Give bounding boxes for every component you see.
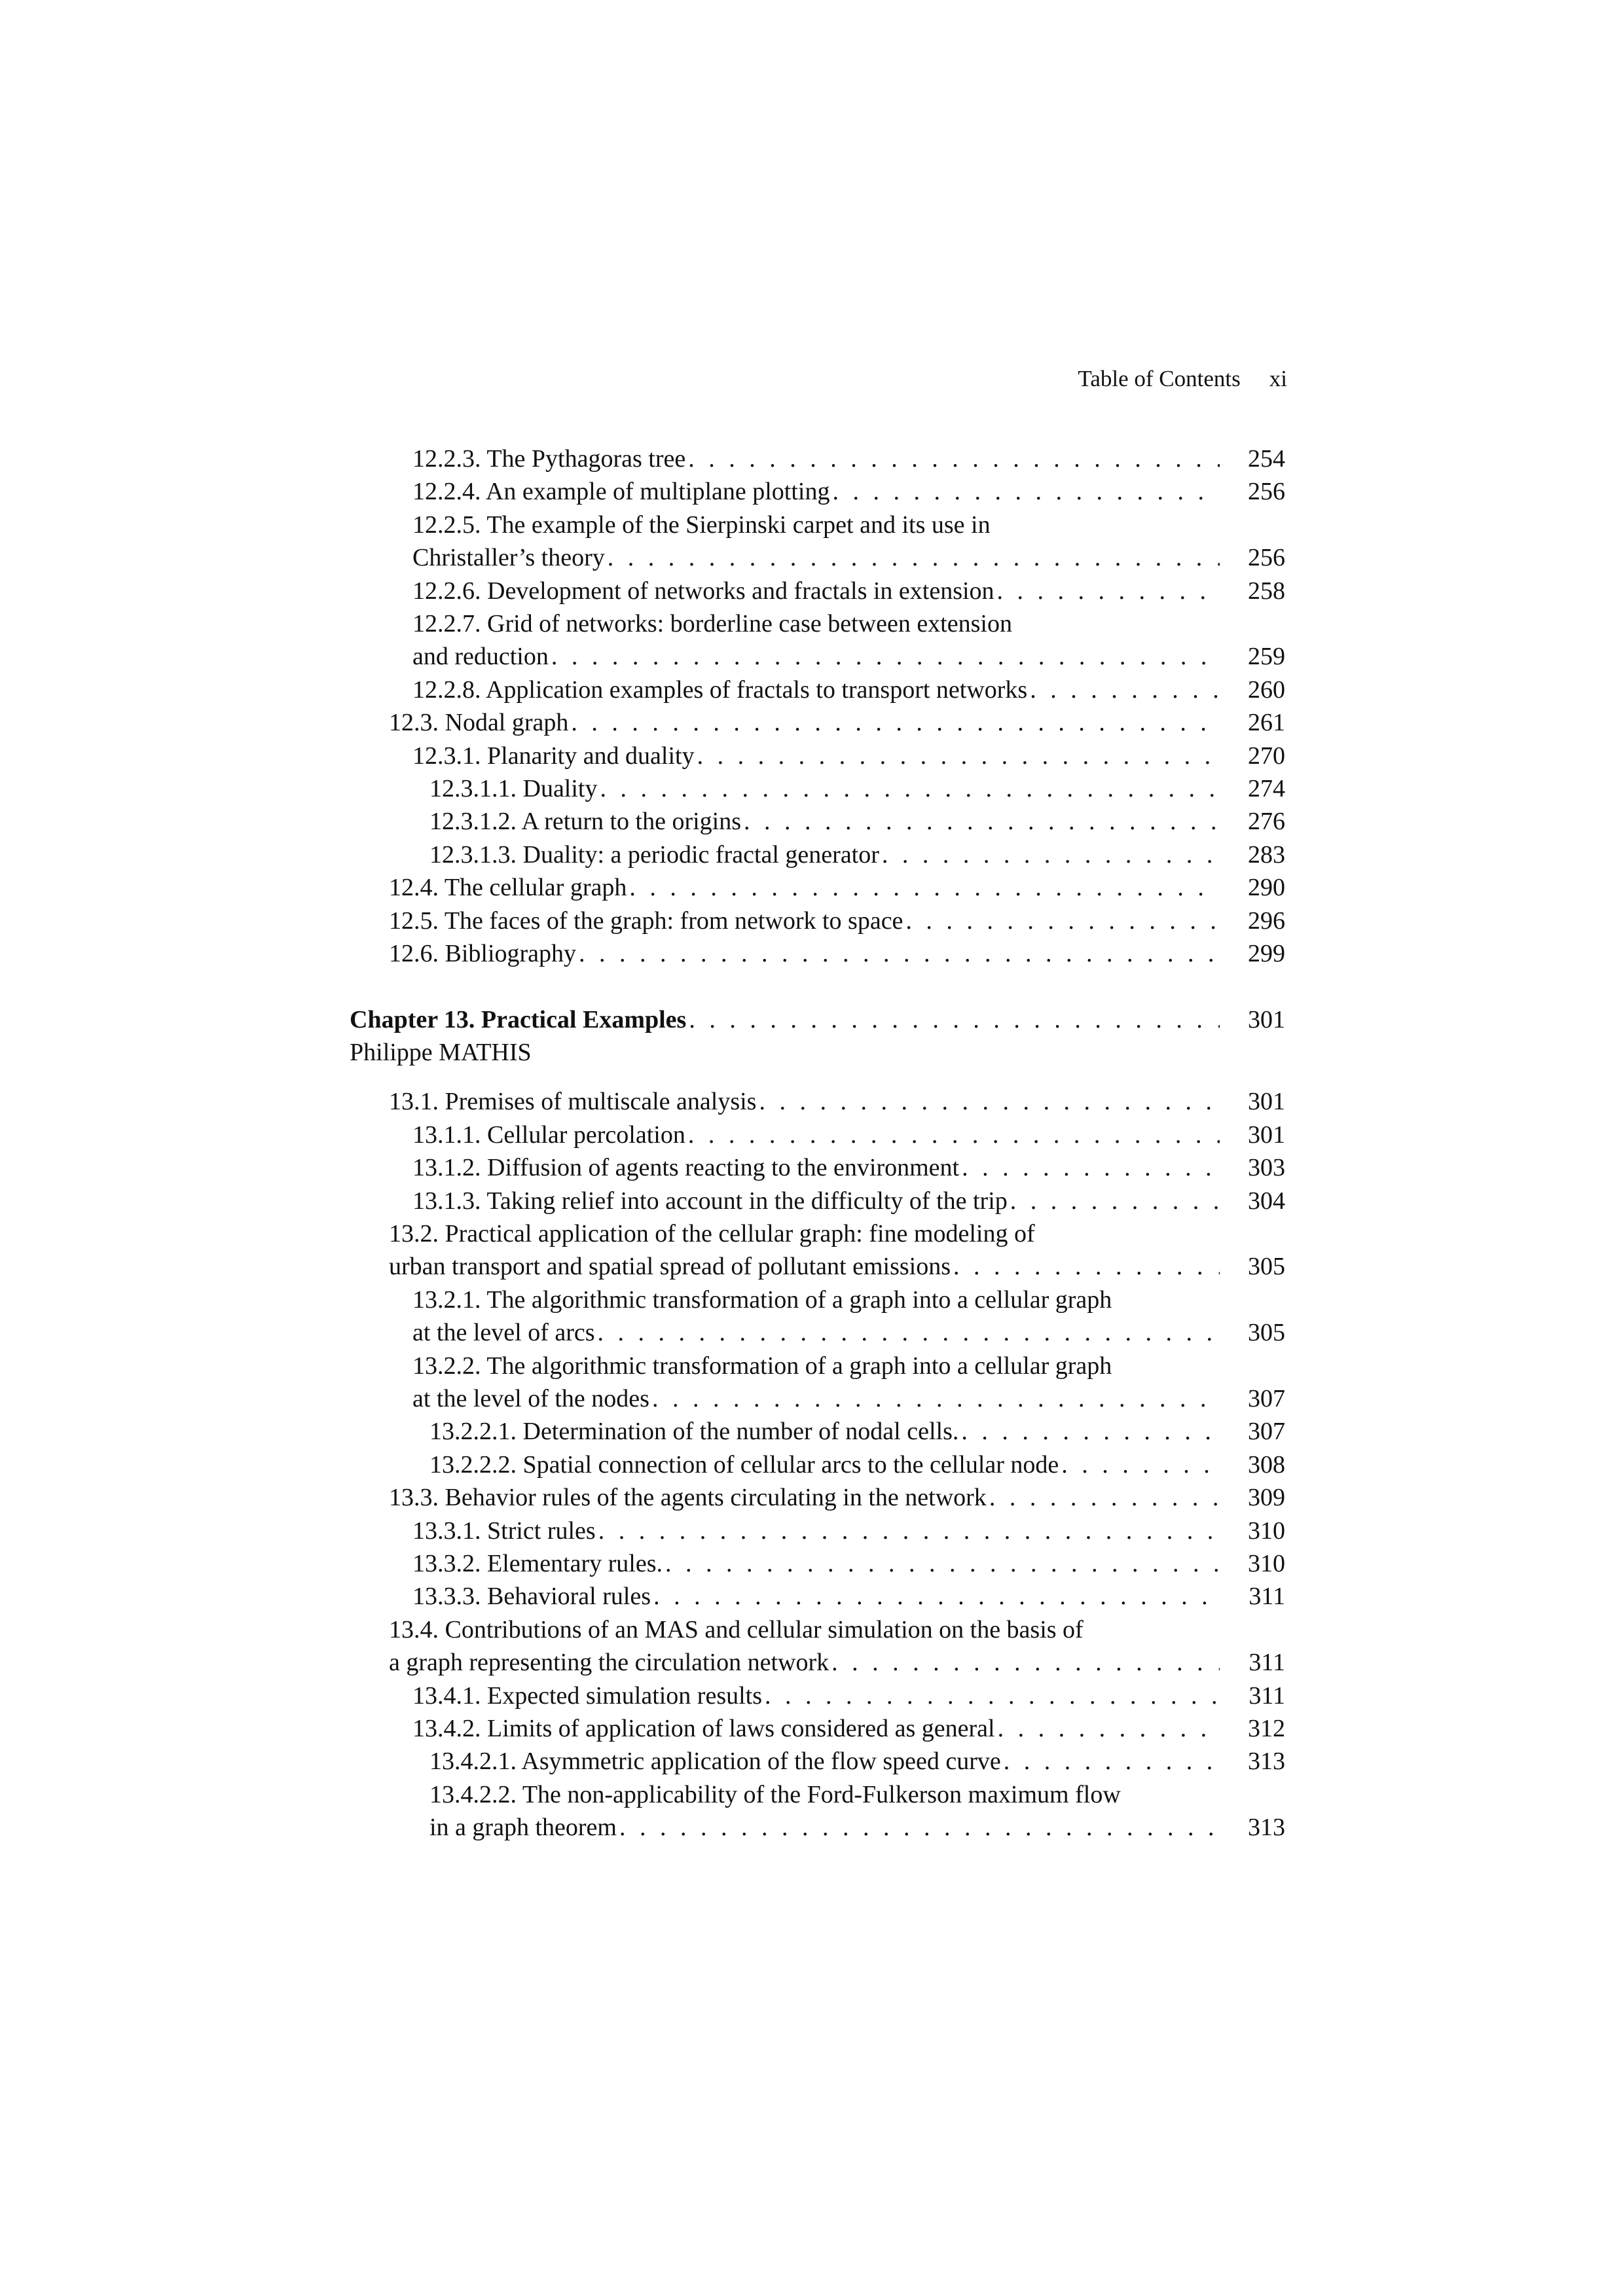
toc-entry-line bbox=[412, 1547, 1285, 1580]
dot-leader bbox=[989, 1481, 1220, 1514]
toc-entry-line bbox=[429, 1811, 1285, 1844]
toc-entry-line bbox=[429, 838, 1285, 871]
toc-entry[interactable] bbox=[350, 1185, 1285, 1217]
toc-entry-page-number: 309 bbox=[1248, 1484, 1285, 1512]
toc-entry-line bbox=[412, 442, 1285, 475]
dot-leader bbox=[1004, 1745, 1220, 1778]
dot-leader bbox=[998, 1712, 1220, 1745]
toc-entry-title: 13.4.1. Expected simulation results bbox=[412, 1681, 763, 1710]
toc-entry-line bbox=[389, 905, 1285, 937]
toc-entry-title-line: 13.4. Contributions of an MAS and cellular simulation on the basis of bbox=[389, 1615, 1084, 1643]
toc-entry[interactable] bbox=[350, 1515, 1285, 1547]
toc-entry-title: 12.2.8. Application examples of fractals to transport networks bbox=[412, 675, 1028, 704]
toc-entry-line bbox=[412, 1382, 1285, 1415]
toc-entry-page-number: 304 bbox=[1248, 1187, 1285, 1215]
toc-entry-page-number: 305 bbox=[1248, 1319, 1285, 1347]
running-head bbox=[1078, 362, 1287, 396]
toc-entry-title: 13.3. Behavior rules of the agents circulating in the network bbox=[389, 1484, 987, 1512]
toc-entry-title: 13.1.3. Taking relief into account in the difficulty of the trip bbox=[412, 1187, 1008, 1215]
toc-entry-title: 13.1. Premises of multiscale analysis bbox=[389, 1088, 757, 1116]
dot-leader bbox=[665, 1547, 1220, 1580]
dot-leader bbox=[688, 442, 1220, 475]
toc-entry[interactable] bbox=[350, 509, 1285, 575]
toc-entry[interactable] bbox=[350, 1448, 1285, 1481]
toc-entry[interactable] bbox=[350, 1745, 1285, 1778]
toc-entry-line bbox=[429, 1448, 1285, 1481]
toc-entry-page-number: 311 bbox=[1249, 1649, 1285, 1677]
toc-entry-line bbox=[389, 871, 1285, 904]
dot-leader bbox=[961, 1415, 1220, 1448]
dot-leader bbox=[697, 740, 1220, 772]
toc-entry-title-line: 12.2.5. The example of the Sierpinski carpet and its use in bbox=[412, 511, 991, 539]
toc-entry[interactable] bbox=[350, 838, 1285, 871]
dot-leader bbox=[571, 706, 1220, 739]
toc-entry-line bbox=[412, 640, 1285, 673]
toc-entry[interactable] bbox=[350, 1085, 1285, 1118]
toc-entry-title: 13.3.3. Behavioral rules bbox=[412, 1583, 651, 1611]
chapter-author: Philippe MATHIS bbox=[350, 1038, 532, 1066]
toc-entry-line bbox=[412, 740, 1285, 772]
toc-entry[interactable] bbox=[350, 1217, 1285, 1283]
toc-entry-page-number: 256 bbox=[1248, 544, 1285, 572]
dot-leader bbox=[1010, 1185, 1220, 1217]
dot-leader bbox=[832, 475, 1220, 508]
toc-section-chapter-13 bbox=[350, 1085, 1285, 1844]
dot-leader bbox=[551, 640, 1220, 673]
running-head-title: Table of Contents bbox=[1078, 366, 1241, 391]
table-of-contents bbox=[350, 442, 1285, 1844]
toc-entry-page-number: 258 bbox=[1248, 577, 1285, 605]
toc-entry-line bbox=[412, 1119, 1285, 1151]
toc-entry[interactable] bbox=[350, 1778, 1285, 1844]
toc-entry-line bbox=[412, 475, 1285, 508]
toc-entry-line bbox=[389, 1085, 1285, 1118]
dot-leader bbox=[1030, 673, 1220, 706]
toc-entry[interactable] bbox=[350, 905, 1285, 937]
toc-entry-page-number: 307 bbox=[1248, 1418, 1285, 1446]
toc-entry-title: in a graph theorem bbox=[429, 1814, 617, 1842]
toc-section-chapter-12 bbox=[350, 442, 1285, 971]
toc-entry-page-number: 311 bbox=[1249, 1681, 1285, 1710]
toc-entry-page-number: 299 bbox=[1248, 940, 1285, 968]
toc-entry-page-number: 301 bbox=[1248, 1088, 1285, 1116]
toc-entry[interactable] bbox=[350, 607, 1285, 673]
toc-entry-line bbox=[412, 1580, 1285, 1613]
toc-entry-line bbox=[389, 937, 1285, 970]
toc-entry-title: 12.2.4. An example of multiplane plotting bbox=[412, 478, 830, 506]
toc-entry-title-line: 13.2.2. The algorithmic transformation of a graph into a cellular graph bbox=[412, 1352, 1112, 1380]
toc-entry[interactable] bbox=[350, 1283, 1285, 1350]
dot-leader bbox=[598, 1316, 1220, 1349]
toc-entry-title: 12.3.1.2. A return to the origins bbox=[429, 808, 742, 836]
toc-entry-title: 13.3.1. Strict rules bbox=[412, 1516, 596, 1545]
toc-entry-page-number: 303 bbox=[1248, 1154, 1285, 1182]
toc-entry[interactable] bbox=[350, 1119, 1285, 1151]
toc-entry-page-number: 305 bbox=[1248, 1253, 1285, 1281]
toc-entry-line bbox=[412, 1316, 1285, 1349]
dot-leader bbox=[905, 905, 1220, 937]
dot-leader bbox=[962, 1151, 1220, 1184]
toc-entry[interactable] bbox=[350, 740, 1285, 772]
toc-entry-line bbox=[412, 1679, 1285, 1712]
toc-entry-line bbox=[412, 1712, 1285, 1745]
dot-leader bbox=[600, 772, 1220, 805]
toc-entry-page-number: 310 bbox=[1248, 1550, 1285, 1577]
toc-entry[interactable] bbox=[350, 805, 1285, 838]
chapter-heading-line bbox=[350, 1003, 1285, 1036]
toc-entry-title: 12.4. The cellular graph bbox=[389, 874, 627, 902]
toc-entry-title: and reduction bbox=[412, 643, 549, 671]
toc-entry-title-line: 13.4.2.2. The non-applicability of the Ford-Fulkerson maximum flow bbox=[429, 1780, 1121, 1808]
toc-entry-title: 13.1.2. Diffusion of agents reacting to the environment bbox=[412, 1154, 960, 1182]
toc-entry-title: at the level of the nodes bbox=[412, 1384, 649, 1412]
page-number: xi bbox=[1269, 366, 1287, 391]
toc-entry-line bbox=[429, 805, 1285, 838]
toc-entry-line bbox=[389, 1250, 1285, 1283]
dot-leader bbox=[831, 1646, 1220, 1679]
toc-entry[interactable] bbox=[350, 871, 1285, 904]
toc-entry-page-number: 313 bbox=[1248, 1814, 1285, 1842]
toc-entry-page-number: 301 bbox=[1248, 1121, 1285, 1149]
toc-entry-page-number: 310 bbox=[1248, 1516, 1285, 1545]
toc-entry-title: 12.3.1.3. Duality: a periodic fractal generator bbox=[429, 840, 879, 869]
toc-entry[interactable] bbox=[350, 1712, 1285, 1745]
dot-leader bbox=[765, 1679, 1220, 1712]
toc-entry[interactable] bbox=[350, 706, 1285, 739]
toc-entry-page-number: 256 bbox=[1248, 478, 1285, 506]
toc-entry[interactable] bbox=[350, 1613, 1285, 1679]
chapter-heading[interactable] bbox=[350, 1003, 1285, 1036]
toc-entry-title: 12.3.1.1. Duality bbox=[429, 775, 598, 803]
toc-entry-page-number: 261 bbox=[1248, 709, 1285, 737]
toc-entry-title: 12.6. Bibliography bbox=[389, 940, 577, 968]
toc-entry-line bbox=[389, 1646, 1285, 1679]
toc-entry-page-number: 312 bbox=[1248, 1715, 1285, 1743]
toc-entry-title-line: 12.2.7. Grid of networks: borderline case between extension bbox=[412, 610, 1012, 638]
dot-leader bbox=[653, 1580, 1220, 1613]
dot-leader bbox=[688, 1119, 1220, 1151]
toc-entry[interactable] bbox=[350, 673, 1285, 706]
toc-entry[interactable] bbox=[350, 772, 1285, 805]
toc-entry-page-number: 313 bbox=[1248, 1748, 1285, 1776]
toc-entry[interactable] bbox=[350, 1580, 1285, 1613]
toc-entry-line bbox=[429, 1415, 1285, 1448]
dot-leader bbox=[997, 575, 1220, 607]
toc-entry-title: at the level of arcs bbox=[412, 1319, 595, 1347]
chapter-title: Chapter 13. Practical Examples bbox=[350, 1005, 687, 1033]
toc-entry-page-number: 254 bbox=[1248, 445, 1285, 473]
toc-entry-page-number: 260 bbox=[1248, 675, 1285, 704]
toc-entry-line bbox=[429, 1745, 1285, 1778]
dot-leader bbox=[608, 541, 1220, 574]
toc-entry-title: urban transport and spatial spread of pollutant emissions bbox=[389, 1253, 951, 1281]
toc-entry-page-number: 290 bbox=[1248, 874, 1285, 902]
toc-entry-title: 13.4.2. Limits of application of laws considered as general bbox=[412, 1715, 995, 1743]
toc-entry[interactable] bbox=[350, 1547, 1285, 1580]
toc-entry[interactable] bbox=[350, 1151, 1285, 1184]
dot-leader bbox=[689, 1003, 1220, 1036]
toc-entry-page-number: 308 bbox=[1248, 1450, 1285, 1479]
toc-entry-line bbox=[412, 575, 1285, 607]
toc-entry-title: 12.5. The faces of the graph: from network to space bbox=[389, 906, 903, 935]
toc-entry[interactable] bbox=[350, 1350, 1285, 1416]
toc-entry-title: 13.2.2.1. Determination of the number of nodal cells. bbox=[429, 1418, 959, 1446]
dot-leader bbox=[598, 1515, 1220, 1547]
toc-entry-page-number: 276 bbox=[1248, 808, 1285, 836]
toc-entry-title: 12.3.1. Planarity and duality bbox=[412, 742, 695, 770]
toc-entry[interactable] bbox=[350, 1481, 1285, 1514]
toc-entry-title: 13.4.2.1. Asymmetric application of the flow speed curve bbox=[429, 1748, 1001, 1776]
dot-leader bbox=[953, 1250, 1220, 1283]
toc-entry[interactable] bbox=[350, 937, 1285, 970]
toc-entry[interactable] bbox=[350, 1415, 1285, 1448]
toc-entry-title: 12.2.3. The Pythagoras tree bbox=[412, 445, 686, 473]
toc-entry-line bbox=[412, 1515, 1285, 1547]
toc-entry-page-number: 311 bbox=[1249, 1583, 1285, 1611]
toc-entry-title: 12.2.6. Development of networks and fractals in extension bbox=[412, 577, 994, 605]
toc-entry-line bbox=[389, 1481, 1285, 1514]
dot-leader bbox=[759, 1085, 1220, 1118]
toc-entry[interactable] bbox=[350, 475, 1285, 508]
toc-entry[interactable] bbox=[350, 442, 1285, 475]
dot-leader bbox=[629, 871, 1220, 904]
toc-entry-page-number: 270 bbox=[1248, 742, 1285, 770]
toc-entry-title: Christaller’s theory bbox=[412, 544, 605, 572]
toc-entry-title: 13.3.2. Elementary rules. bbox=[412, 1550, 663, 1577]
toc-entry-line bbox=[389, 706, 1285, 739]
dot-leader bbox=[1061, 1448, 1220, 1481]
toc-entry-line bbox=[412, 1151, 1285, 1184]
dot-leader bbox=[744, 805, 1220, 838]
toc-entry-title: 13.2.2.2. Spatial connection of cellular arcs to the cellular node bbox=[429, 1450, 1059, 1479]
toc-entry-page-number: 296 bbox=[1248, 906, 1285, 935]
toc-entry[interactable] bbox=[350, 575, 1285, 607]
toc-entry-line bbox=[412, 673, 1285, 706]
chapter-page-number: 301 bbox=[1248, 1005, 1285, 1033]
toc-entry[interactable] bbox=[350, 1679, 1285, 1712]
toc-entry-title: 12.3. Nodal graph bbox=[389, 709, 569, 737]
toc-entry-page-number: 274 bbox=[1248, 775, 1285, 803]
toc-entry-title-line: 13.2. Practical application of the cellular graph: fine modeling of bbox=[389, 1219, 1035, 1247]
toc-entry-page-number: 283 bbox=[1248, 840, 1285, 869]
toc-entry-line bbox=[429, 772, 1285, 805]
toc-entry-line bbox=[412, 541, 1285, 574]
dot-leader bbox=[619, 1811, 1220, 1844]
dot-leader bbox=[652, 1382, 1220, 1415]
toc-entry-page-number: 307 bbox=[1248, 1384, 1285, 1412]
toc-entry-title: a graph representing the circulation network bbox=[389, 1649, 830, 1677]
dot-leader bbox=[579, 937, 1220, 970]
toc-entry-page-number: 259 bbox=[1248, 643, 1285, 671]
toc-entry-title-line: 13.2.1. The algorithmic transformation of a graph into a cellular graph bbox=[412, 1285, 1112, 1314]
toc-entry-line bbox=[412, 1185, 1285, 1217]
toc-entry-title: 13.1.1. Cellular percolation bbox=[412, 1121, 685, 1149]
dot-leader bbox=[882, 838, 1220, 871]
